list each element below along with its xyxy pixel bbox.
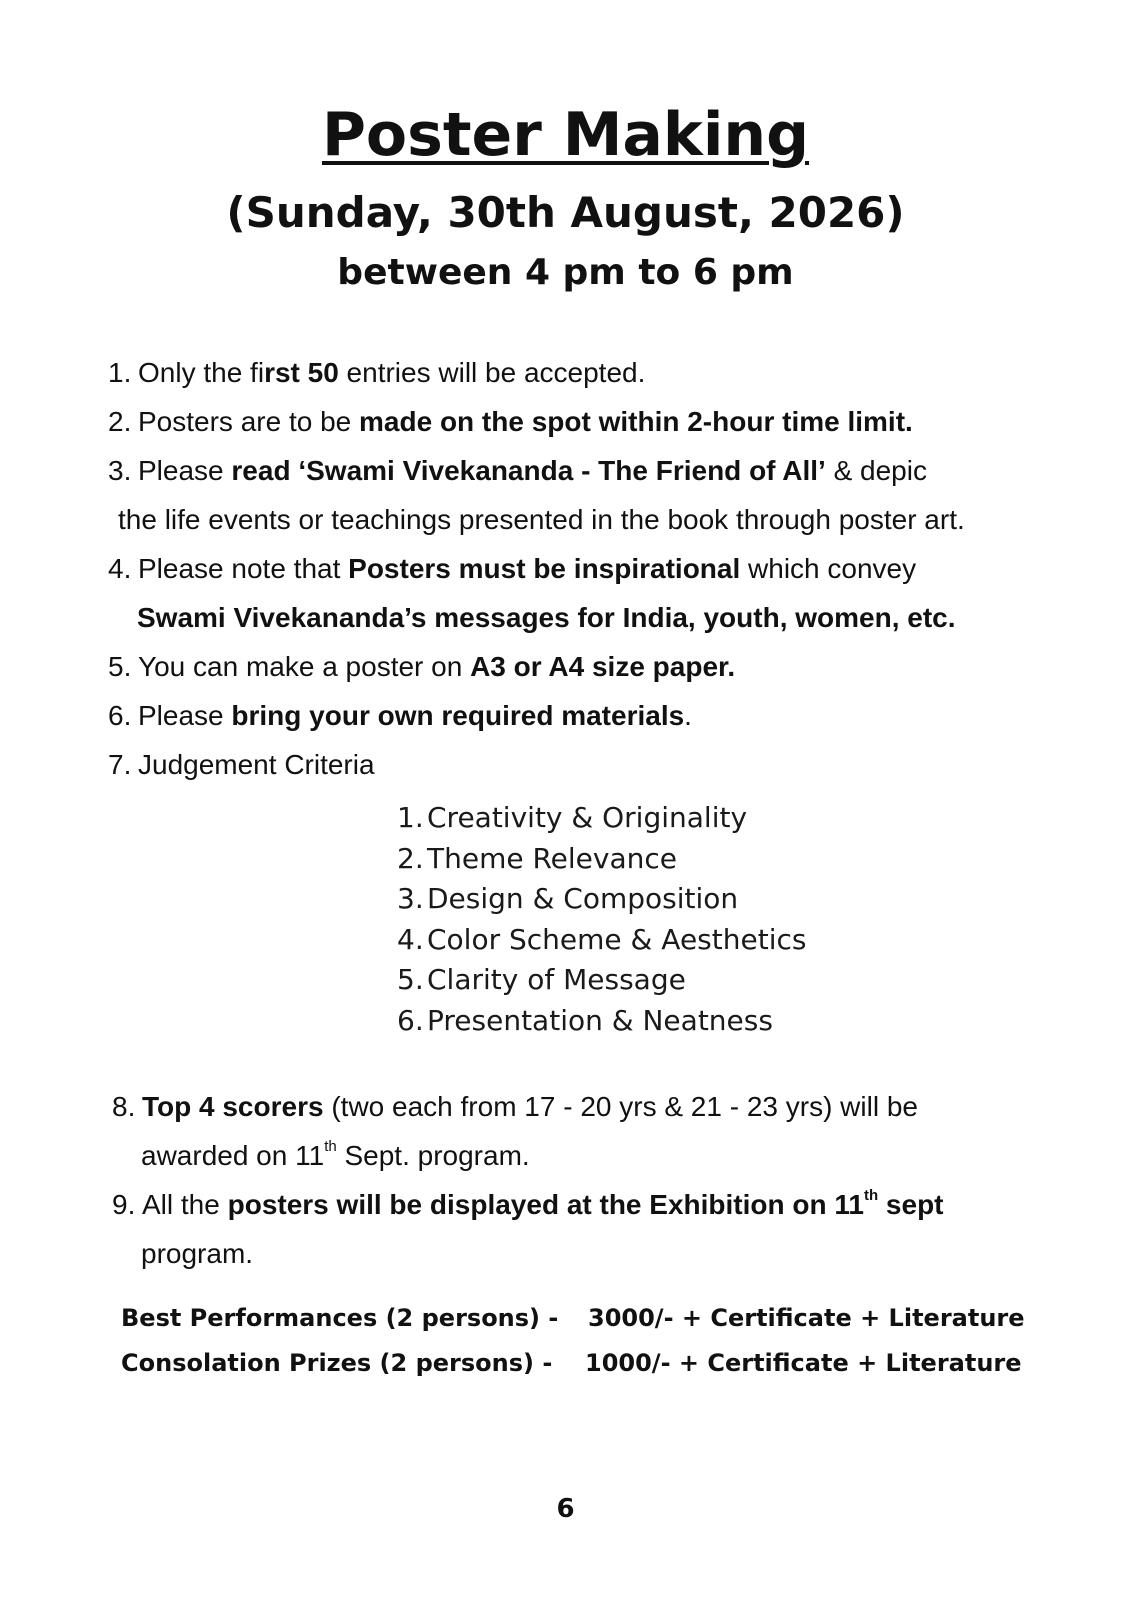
rule-item: 2. Posters are to be made on the spot within 2-hour time limit. <box>108 406 913 437</box>
rules-list-continued <box>112 1082 1072 1278</box>
criteria-item: 6. Presentation & Neatness <box>397 1003 773 1037</box>
rule-continuation: program. <box>141 1238 254 1269</box>
rule-item: 4. Please note that Posters must be inspirational which convey <box>108 553 917 584</box>
rule-item: 6. Please bring your own required materials. <box>108 700 692 731</box>
rule-item: 5. You can make a poster on A3 or A4 size paper. <box>108 651 736 682</box>
prize-amount: 3000/- + Certificate + Literature <box>588 1304 1025 1332</box>
criteria-item: 2. Theme Relevance <box>397 841 678 875</box>
judgement-criteria-list <box>397 798 806 1041</box>
page-title: Poster Making <box>321 100 810 170</box>
rule-item: 1. Only the first 50 entries will be accepted. <box>108 357 646 388</box>
rule-item: 9. All the posters will be displayed at the Exhibition on 11th sept <box>112 1187 944 1220</box>
prize-label: Best Performances (2 persons) - <box>121 1304 559 1332</box>
criteria-item: 1. Creativity & Originality <box>397 801 748 834</box>
event-time: between 4 pm to 6 pm <box>337 252 794 293</box>
rule-continuation: awarded on 11th Sept. program. <box>141 1138 530 1171</box>
rule-continuation: Swami Vivekananda’s messages for India, youth, women, etc. <box>137 602 956 633</box>
rule-item: 8. Top 4 scorers (two each from 17 - 20 yrs & 21 - 23 yrs) will be <box>112 1091 918 1122</box>
event-date: (Sunday, 30th August, 2026) <box>226 188 905 237</box>
prize-amount: 1000/- + Certificate + Literature <box>585 1349 1022 1377</box>
prize-label: Consolation Prizes (2 persons) - <box>121 1349 553 1377</box>
rules-list <box>108 348 1068 789</box>
criteria-item: 3. Design & Composition <box>397 882 739 915</box>
criteria-item: 4. Color Scheme & Aesthetics <box>397 922 807 956</box>
rule-item: 3. Please read ‘Swami Vivekananda - The Friend of All’ & depic <box>108 455 927 486</box>
page-number: 6 <box>556 1494 575 1524</box>
rule-continuation: the life events or teachings presented in the book through poster art. <box>118 504 965 535</box>
rule-item: 7. Judgement Criteria <box>108 749 375 780</box>
criteria-item: 5. Clarity of Message <box>397 963 686 996</box>
